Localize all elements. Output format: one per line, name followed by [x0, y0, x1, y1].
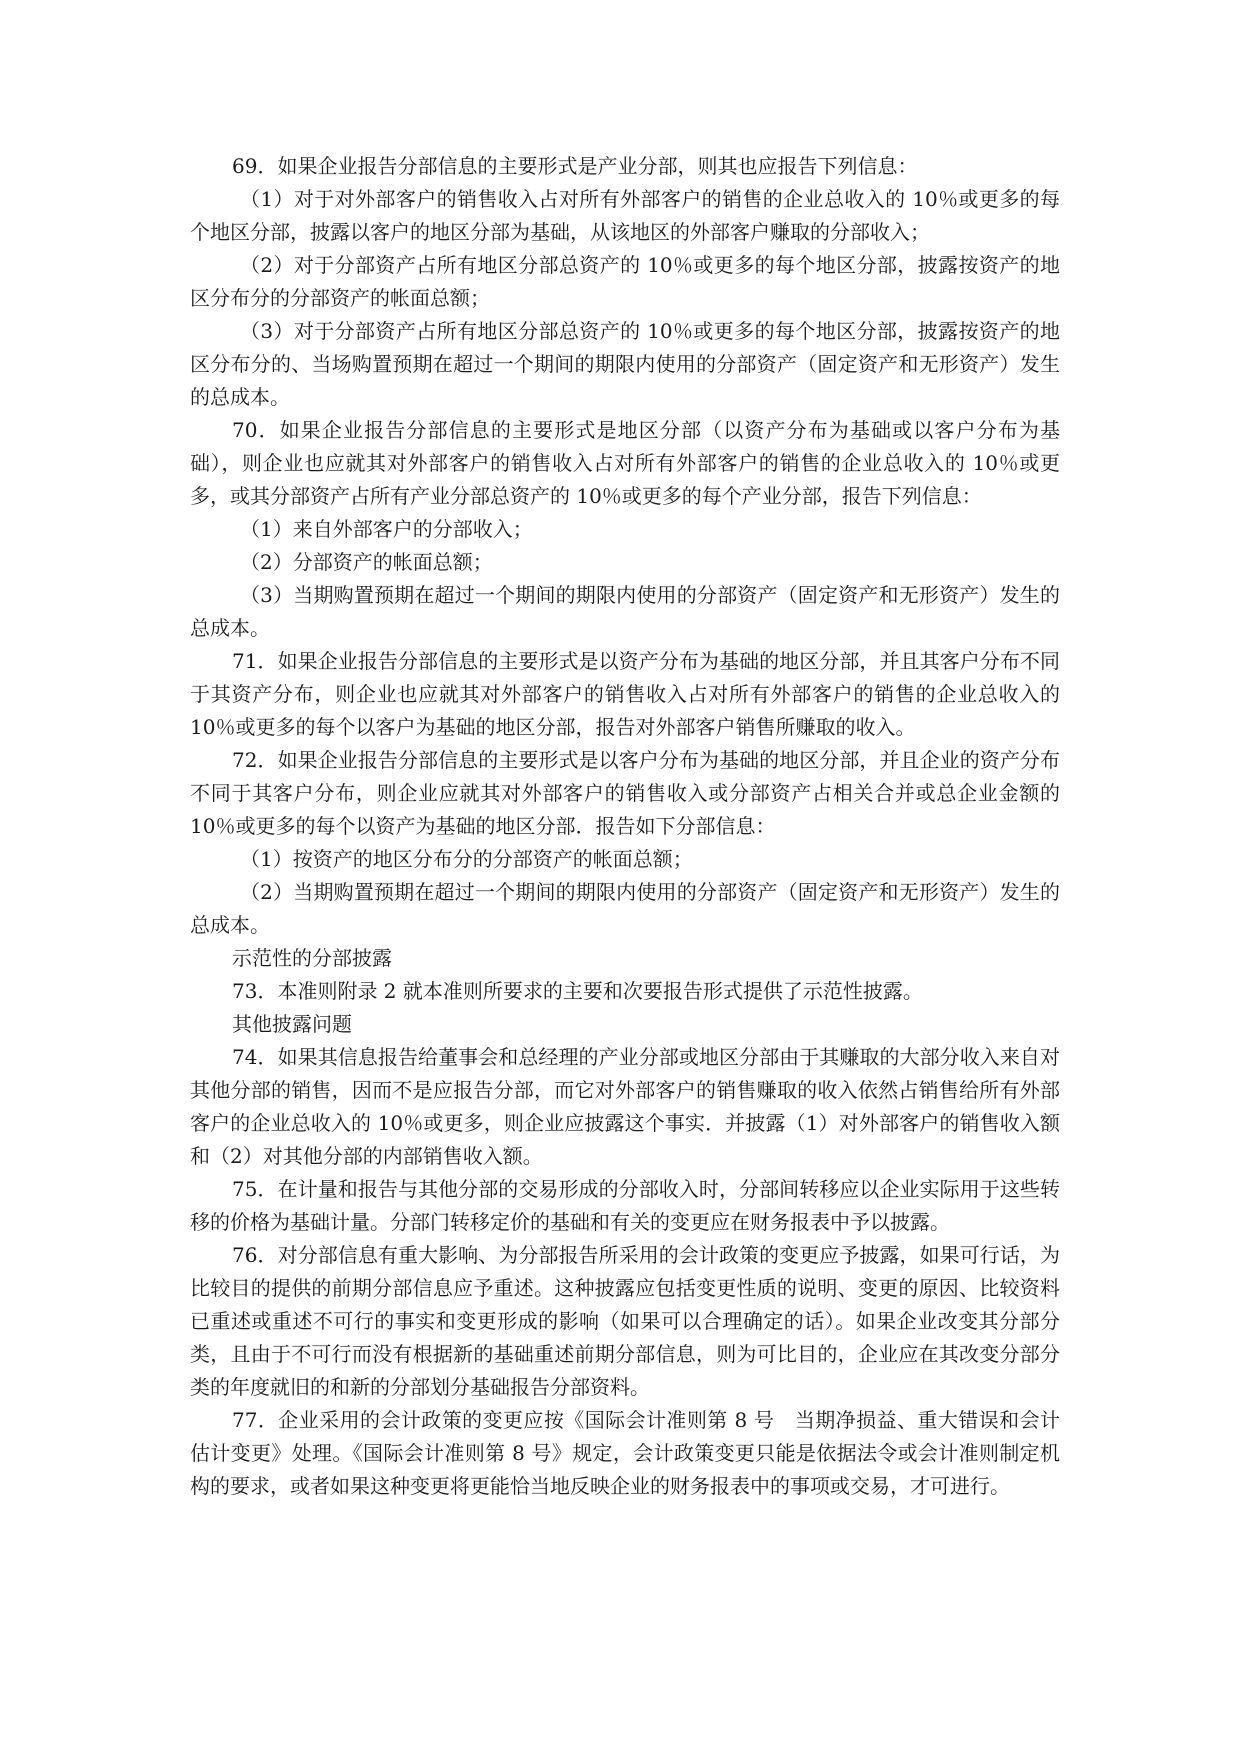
- section-heading-demonstrative-disclosure: 示范性的分部披露: [232, 946, 392, 970]
- paragraph-72-item-2: （2）当期购置预期在超过一个期间的期限内使用的分部资产（固定资产和无形资产）发生的总成本。: [190, 880, 1060, 937]
- paragraph-73: 73．本准则附录 2 就本准则所要求的主要和次要报告形式提供了示范性披露。: [232, 979, 923, 1003]
- paragraph-69-item-2: （2）对于分部资产占所有地区分部总资产的 10％或更多的每个地区分部，披露按资产的地区分布分的分部资产的帐面总额；: [190, 253, 1060, 310]
- paragraph-70-item-3: （3）当期购置预期在超过一个期间的期限内使用的分部资产（固定资产和无形资产）发生的总成本。: [190, 583, 1060, 640]
- section-heading-other-disclosure: 其他披露问题: [232, 1012, 352, 1036]
- paragraph-75: 75．在计量和报告与其他分部的交易形成的分部收入时，分部间转移应以企业实际用于这些转移的价格为基础计量。分部门转移定价的基础和有关的变更应在财务报表中予以披露。: [190, 1177, 1060, 1234]
- paragraph-69: 69．如果企业报告分部信息的主要形式是产业分部，则其也应报告下列信息：: [232, 154, 918, 178]
- paragraph-77: 77．企业采用的会计政策的变更应按《国际会计准则第 8 号 当期净损益、重大错误和会计估计变更》处理。《国际会计准则第 8 号》规定，会计政策变更只能是依据法令或会计准则制定机构的要求，或者如果这种变更将更能恰当地反映企业的财务报表中的事项或交易，才可进行。: [190, 1408, 1060, 1498]
- paragraph-70: 70．如果企业报告分部信息的主要形式是地区分部（以资产分布为基础或以客户分布为基础），则企业也应就其对外部客户的销售收入占对所有外部客户的销售的企业总收入的 10％或更多，或其分部资产占所有产业分部总资产的 10％或更多的每个产业分部，报告下列信息：: [190, 418, 1060, 508]
- paragraph-72-item-1: （1）按资产的地区分布分的分部资产的帐面总额；: [240, 847, 693, 871]
- paragraph-72: 72．如果企业报告分部信息的主要形式是以客户分布为基础的地区分部，并且企业的资产分布不同于其客户分布，则企业应就其对外部客户的销售收入或分部资产占相关合并或总企业金额的 10％或更多的每个以资产为基础的地区分部．报告如下分部信息：: [190, 748, 1060, 838]
- paragraph-69-item-1: （1）对于对外部客户的销售收入占对所有外部客户的销售的企业总收入的 10％或更多的每个地区分部，披露以客户的地区分部为基础，从该地区的外部客户赚取的分部收入；: [190, 187, 1060, 244]
- paragraph-74: 74．如果其信息报告给董事会和总经理的产业分部或地区分部由于其赚取的大部分收入来自对其他分部的销售，因而不是应报告分部，而它对外部客户的销售赚取的收入依然占销售给所有外部客户的企业总收入的 10％或更多，则企业应披露这个事实．并披露（1）对外部客户的销售收入额和（2）对其他分部的内部销售收入额。: [190, 1045, 1060, 1168]
- paragraph-69-item-3: （3）对于分部资产占所有地区分部总资产的 10％或更多的每个地区分部，披露按资产的地区分布分的、当场购置预期在超过一个期间的期限内使用的分部资产（固定资产和无形资产）发生的总成本。: [190, 319, 1060, 409]
- paragraph-76: 76．对分部信息有重大影响、为分部报告所采用的会计政策的变更应予披露，如果可行话，为比较目的提供的前期分部信息应予重述。这种披露应包括变更性质的说明、变更的原因、比较资料已重述或重述不可行的事实和变更形成的影响（如果可以合理确定的话）。如果企业改变其分部分类，且由于不可行而没有根据新的基础重述前期分部信息，则为可比目的，企业应在其改变分部分类的年度就旧的和新的分部划分基础报告分部资料。: [190, 1243, 1060, 1399]
- paragraph-70-item-2: （2）分部资产的帐面总额；: [240, 550, 493, 574]
- document-page: [190, 150, 1060, 1503]
- paragraph-70-item-1: （1）来自外部客户的分部收入；: [240, 517, 533, 541]
- paragraph-71: 71．如果企业报告分部信息的主要形式是以资产分布为基础的地区分部，并且其客户分布不同于其资产分布，则企业也应就其对外部客户的销售收入占对所有外部客户的销售的企业总收入的 10％或更多的每个以客户为基础的地区分部，报告对外部客户销售所赚取的收入。: [190, 649, 1060, 739]
